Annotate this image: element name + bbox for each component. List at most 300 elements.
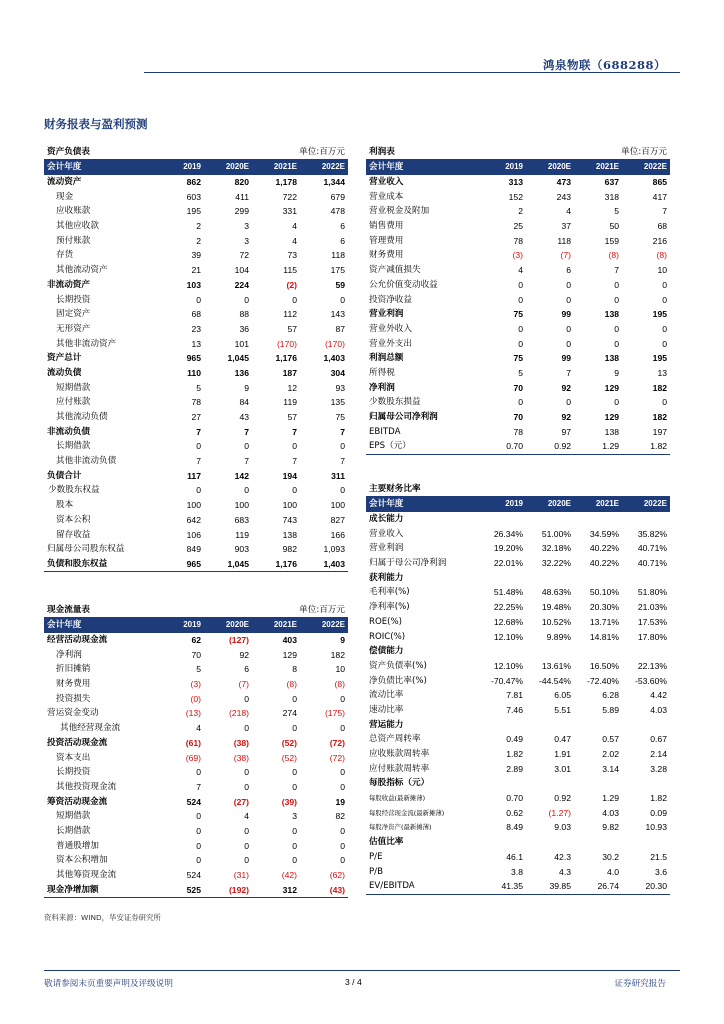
cell-value: 1.29 <box>574 439 622 454</box>
cell-value: 0 <box>614 294 620 305</box>
cell-value: 6.28 <box>602 690 619 701</box>
cell-value: 119 <box>235 529 249 540</box>
row-label: 投资净收益 <box>369 294 412 305</box>
table-row <box>44 736 348 751</box>
table-row <box>366 424 670 439</box>
table-row <box>366 585 670 600</box>
cell-value: 87 <box>335 323 345 334</box>
row-label: 营运资金变动 <box>47 708 99 719</box>
cell-value: 5 <box>614 206 620 217</box>
cell-value: 0 <box>518 397 523 408</box>
cell-value: 75 <box>335 412 345 423</box>
table-row <box>366 659 670 674</box>
table-row <box>366 835 670 850</box>
row-label: 资本公积增加 <box>56 855 108 866</box>
cell-value: 182 <box>652 382 668 393</box>
table-row <box>44 439 348 454</box>
cell-value: 1.82 <box>650 793 667 804</box>
row-label: 营业外收入 <box>369 323 412 334</box>
table-row <box>366 850 670 865</box>
cell-value: (61) <box>185 737 201 748</box>
cell-value: 3 <box>244 235 249 246</box>
table-row <box>44 838 348 853</box>
row-label: 营业利润 <box>369 543 404 554</box>
row-label: 营业收入 <box>369 177 404 188</box>
cell-value: 39 <box>191 250 201 261</box>
cell-value: 0 <box>566 323 572 334</box>
footer-disclaimer: 敬请参阅末页重要声明及评级说明 <box>44 979 173 989</box>
table-row <box>44 468 348 483</box>
cell-value: (8) <box>286 679 297 690</box>
cell-value: 12 <box>287 382 297 393</box>
cell-value: 0 <box>566 338 572 349</box>
cell-value <box>622 570 670 585</box>
cell-value: 4.3 <box>559 866 571 877</box>
cell-value: 68 <box>657 221 668 232</box>
cell-value: 19 <box>335 796 345 807</box>
column-header-label: 会计年度 <box>366 160 478 175</box>
cell-value: 1,176 <box>252 557 300 572</box>
cell-value: 175 <box>330 265 345 276</box>
column-header-year: 2022E <box>622 160 670 175</box>
cell-value: 0 <box>614 338 620 349</box>
cell-value: 37 <box>561 221 572 232</box>
cell-value: 0 <box>662 397 668 408</box>
cell-value: 0 <box>340 294 345 305</box>
cell-value: 26.34% <box>493 528 523 539</box>
cell-value: 10.52% <box>541 616 571 627</box>
row-label: 利润总额 <box>369 353 404 364</box>
table-row <box>366 864 670 879</box>
cell-value: 478 <box>330 206 345 217</box>
cell-value: (170) <box>276 338 297 349</box>
column-header-year: 2022E <box>300 618 348 633</box>
cell-value: 118 <box>557 235 572 246</box>
cell-value: 0 <box>340 767 345 778</box>
row-label: 管理费用 <box>369 235 404 246</box>
cell-value: 40.71% <box>637 558 667 569</box>
cell-value: 2 <box>196 221 201 232</box>
table-row <box>44 765 348 780</box>
cell-value: -72.40% <box>586 675 619 686</box>
cell-value: 40.22% <box>589 558 619 569</box>
cell-value: 27 <box>191 412 201 423</box>
cell-value: 32.22% <box>541 558 571 569</box>
row-label: 净利率(%) <box>369 602 410 613</box>
cell-value: 42.3 <box>554 851 571 862</box>
cell-value: -53.60% <box>634 675 667 686</box>
cell-value: 26.74 <box>574 879 622 894</box>
cell-value: 51.00% <box>541 528 571 539</box>
cell-value: 0 <box>292 294 297 305</box>
cell-value: 1,344 <box>323 177 345 188</box>
cell-value: 313 <box>508 177 523 188</box>
cell-value: 101 <box>234 338 249 349</box>
row-label: EBITDA <box>369 426 401 437</box>
column-header-year: 2021E <box>252 160 300 175</box>
cell-value: 115 <box>283 265 297 276</box>
cell-value <box>526 835 574 850</box>
cell-value: (31) <box>233 870 249 881</box>
cell-value: 3.6 <box>655 866 667 877</box>
cell-value: 100 <box>282 500 297 511</box>
cell-value: 3 <box>244 221 249 232</box>
cell-value: 0.67 <box>650 734 667 745</box>
cell-value: 1,403 <box>323 353 345 364</box>
cell-value: 1,045 <box>227 353 249 364</box>
table-title-row <box>44 145 348 160</box>
table-row <box>366 688 670 703</box>
cell-value: 12.10% <box>493 660 523 671</box>
table-row <box>366 278 670 293</box>
data-source-note: 资料来源：WIND，华安证券研究所 <box>44 913 161 922</box>
cell-value: 112 <box>283 309 297 320</box>
table-row <box>366 512 670 527</box>
cell-value: 39.85 <box>526 879 574 894</box>
row-label: 其他经营现金流 <box>60 723 121 734</box>
cell-value: 0 <box>340 485 345 496</box>
cell-value: 683 <box>234 514 249 525</box>
cell-value: 99 <box>561 353 572 364</box>
cell-value: 103 <box>186 279 201 290</box>
cell-value: 17.80% <box>637 631 667 642</box>
cell-value: 7.46 <box>506 704 523 715</box>
cell-value: 7 <box>292 456 297 467</box>
cell-value: 75 <box>513 353 523 364</box>
table-row <box>366 747 670 762</box>
column-header-year: 2022E <box>300 160 348 175</box>
column-header-label: 会计年度 <box>44 618 156 633</box>
cell-value: 72 <box>239 250 249 261</box>
row-label: ROIC(%) <box>369 631 406 642</box>
cell-value: (42) <box>281 870 297 881</box>
cell-value: 84 <box>239 397 249 408</box>
cell-value: (192) <box>204 882 252 897</box>
cell-value <box>526 776 574 791</box>
table-row <box>44 750 348 765</box>
cell-value: 0 <box>196 441 201 452</box>
cell-value: 603 <box>186 191 201 202</box>
cell-value: 0 <box>340 441 345 452</box>
table-row <box>44 322 348 337</box>
cell-value: 138 <box>282 529 297 540</box>
cell-value: 7 <box>340 456 345 467</box>
row-label: 长期投资 <box>56 294 91 305</box>
cell-value: 75 <box>513 309 523 320</box>
table-row <box>366 204 670 219</box>
table-row <box>366 761 670 776</box>
table-row <box>44 498 348 513</box>
cell-value: 3.8 <box>511 866 523 877</box>
cell-value: 5 <box>196 664 201 675</box>
cell-value: 1.82 <box>622 439 670 454</box>
cell-value: 0 <box>662 279 668 290</box>
column-header-year: 2022E <box>622 497 670 512</box>
row-label: 净利润 <box>56 649 82 660</box>
table-header-row <box>366 497 670 512</box>
row-label: 归属于母公司净利润 <box>369 558 447 569</box>
cell-value: 224 <box>234 279 249 290</box>
cell-value: (1.27) <box>548 807 571 818</box>
table-header-row <box>44 160 348 175</box>
row-label: 股本 <box>56 500 74 511</box>
row-label: 其他非流动负债 <box>56 456 117 467</box>
cell-value: 23 <box>191 323 201 334</box>
row-label: 偿债能力 <box>369 646 404 657</box>
cell-value: 6.05 <box>554 690 571 701</box>
table-row <box>366 219 670 234</box>
cell-value: 10.93 <box>645 822 667 833</box>
cell-value: 70 <box>513 412 523 423</box>
cell-value: 21.5 <box>650 851 667 862</box>
table-row <box>366 263 670 278</box>
cell-value <box>478 717 526 732</box>
cell-value: 0 <box>244 840 249 851</box>
cell-value: 7 <box>196 781 201 792</box>
cell-value <box>478 570 526 585</box>
cell-value <box>622 644 670 659</box>
cell-value: 4 <box>566 206 572 217</box>
cell-value: 3.14 <box>602 763 619 774</box>
row-label: 非流动资产 <box>47 279 90 290</box>
cell-value: 82 <box>335 811 345 822</box>
cell-value: 0 <box>244 441 249 452</box>
row-label: 应付账款周转率 <box>369 763 430 774</box>
cell-value: 0 <box>244 781 249 792</box>
cell-value: 0 <box>196 811 201 822</box>
cell-value: 6 <box>340 221 345 232</box>
cell-value: 0 <box>244 693 249 704</box>
row-label: 总资产周转率 <box>369 734 421 745</box>
row-label: 现金净增加额 <box>44 882 156 897</box>
row-label: 负债和股东权益 <box>44 557 156 572</box>
cell-value: 68 <box>191 309 201 320</box>
table-row <box>44 263 348 278</box>
cell-value: (3) <box>512 250 523 261</box>
cell-value <box>574 570 622 585</box>
table-title: 现金流量表 <box>44 603 252 618</box>
cell-value: 2 <box>518 206 523 217</box>
cell-value: 92 <box>239 649 249 660</box>
cell-value <box>574 835 622 850</box>
cell-value <box>478 776 526 791</box>
table-row <box>44 395 348 410</box>
cell-value: 182 <box>652 412 668 423</box>
table-row <box>366 233 670 248</box>
table-header-row <box>44 618 348 633</box>
cell-value: (62) <box>329 870 345 881</box>
row-label: 公允价值变动收益 <box>369 279 438 290</box>
cell-value: (27) <box>233 796 249 807</box>
cell-value: 3.28 <box>650 763 667 774</box>
cell-value: 22.01% <box>493 558 523 569</box>
cell-value: 982 <box>282 544 297 555</box>
column-header-year: 2021E <box>252 618 300 633</box>
cell-value: 5 <box>196 382 201 393</box>
row-label: 其他应收款 <box>56 221 99 232</box>
cell-value: 849 <box>186 544 201 555</box>
row-label: 财务费用 <box>369 250 404 261</box>
table-row <box>366 526 670 541</box>
cell-value: 0.57 <box>602 734 619 745</box>
page-number: 3 / 4 <box>345 977 362 987</box>
table-row <box>366 570 670 585</box>
cell-value: 3 <box>292 811 297 822</box>
cell-value: 0 <box>292 767 297 778</box>
unit-label: 单位:百万元 <box>252 145 348 160</box>
row-label: 现金 <box>56 191 74 202</box>
row-label: 估值比率 <box>369 837 404 848</box>
cell-value: 0 <box>244 767 249 778</box>
footer-report-type: 证券研究报告 <box>614 979 666 989</box>
cell-value: 0 <box>340 825 345 836</box>
cell-value: 19.48% <box>541 602 571 613</box>
table-row <box>44 706 348 721</box>
table-row <box>44 824 348 839</box>
row-label: 营业外支出 <box>369 338 412 349</box>
table-row <box>44 633 348 648</box>
row-label: 预付账款 <box>56 235 91 246</box>
cell-value: 0 <box>340 781 345 792</box>
cell-value: 43 <box>239 412 249 423</box>
cell-value: 965 <box>186 353 201 364</box>
cell-value: 129 <box>282 649 297 660</box>
table-row <box>44 483 348 498</box>
table-row <box>44 175 348 190</box>
cell-value: 166 <box>330 529 345 540</box>
cell-value: 7 <box>566 367 572 378</box>
column-header-year: 2020E <box>526 497 574 512</box>
table-row <box>44 366 348 381</box>
cell-value: 92 <box>561 412 572 423</box>
cell-value: (72) <box>329 752 345 763</box>
column-header-year: 2019 <box>478 497 526 512</box>
cell-value <box>478 644 526 659</box>
cell-value: 51.80% <box>637 587 667 598</box>
row-label: EV/EBITDA <box>366 879 478 894</box>
cell-value: (7) <box>560 250 572 261</box>
cash-flow-table <box>44 603 348 898</box>
table-row <box>44 662 348 677</box>
cell-value <box>574 776 622 791</box>
cell-value <box>526 717 574 732</box>
cell-value: 312 <box>252 882 300 897</box>
cell-value: 0 <box>292 855 297 866</box>
cell-value <box>526 570 574 585</box>
cell-value: 722 <box>282 191 297 202</box>
cell-value: 2.02 <box>602 749 619 760</box>
table-row <box>44 557 348 572</box>
cell-value: 7 <box>614 265 620 276</box>
cell-value: 331 <box>282 206 297 217</box>
cell-value: 138 <box>604 426 620 437</box>
table-row <box>44 853 348 868</box>
income-statement-table <box>366 145 670 455</box>
cell-value: (52) <box>281 737 297 748</box>
row-label: 资本公积 <box>56 514 91 525</box>
cell-value: (8) <box>334 679 345 690</box>
cell-value: 216 <box>652 235 668 246</box>
row-label: 营业利润 <box>369 309 404 320</box>
cell-value: 70 <box>191 649 201 660</box>
cell-value: 1,045 <box>204 557 252 572</box>
table-row <box>44 868 348 883</box>
row-label: 营运能力 <box>369 719 404 730</box>
cell-value: 473 <box>556 177 572 188</box>
table-row <box>366 703 670 718</box>
cell-value: 4 <box>518 265 523 276</box>
table-row <box>366 292 670 307</box>
row-label: 长期借款 <box>56 441 91 452</box>
cell-value: 7 <box>244 456 249 467</box>
cell-value: 104 <box>234 265 249 276</box>
cell-value: 7 <box>196 456 201 467</box>
cell-value: 22.25% <box>493 602 523 613</box>
cell-value: 4 <box>292 221 297 232</box>
table-row <box>44 380 348 395</box>
cell-value: 403 <box>282 635 297 646</box>
table-row <box>44 780 348 795</box>
cell-value: 99 <box>561 309 572 320</box>
cell-value: 318 <box>604 191 620 202</box>
cell-value <box>526 512 574 527</box>
cell-value: (2) <box>286 279 297 290</box>
cell-value: 4.03 <box>650 704 667 715</box>
cell-value: 4.0 <box>607 866 619 877</box>
table-row <box>44 248 348 263</box>
cell-value: 8 <box>292 664 297 675</box>
section-title: 财务报表与盈利预测 <box>44 117 148 131</box>
cell-value: 304 <box>330 367 345 378</box>
cell-value: 22.13% <box>637 660 667 671</box>
cell-value: 0 <box>244 855 249 866</box>
row-label: 少数股东损益 <box>369 397 421 408</box>
cell-value: 13.71% <box>589 616 619 627</box>
cell-value: (43) <box>300 882 348 897</box>
cell-value: 4 <box>292 235 297 246</box>
row-label: 资产减值损失 <box>369 265 421 276</box>
row-label: 其他流动负债 <box>56 412 108 423</box>
table-row <box>366 366 670 381</box>
cell-value: 21 <box>191 265 201 276</box>
cell-value: 78 <box>191 397 201 408</box>
row-label: 长期借款 <box>56 825 91 836</box>
cell-value <box>478 835 526 850</box>
cell-value: 0 <box>244 723 249 734</box>
cell-value: 0 <box>340 693 345 704</box>
cell-value: 0 <box>196 840 201 851</box>
cell-value <box>574 644 622 659</box>
cell-value: 0 <box>292 825 297 836</box>
row-label: 资产负债率(%) <box>369 660 427 671</box>
cell-value: 7 <box>292 426 297 437</box>
cell-value: 41.35 <box>478 879 526 894</box>
cell-value: 17.53% <box>637 616 667 627</box>
row-label: 长期投资 <box>56 767 91 778</box>
table-row <box>366 776 670 791</box>
cell-value: 0 <box>196 767 201 778</box>
row-label: ROE(%) <box>369 616 403 627</box>
table-row <box>366 820 670 835</box>
table-row <box>44 204 348 219</box>
cell-value: 0 <box>292 441 297 452</box>
row-label: EPS（元） <box>366 439 478 454</box>
cell-value: 32.18% <box>541 543 571 554</box>
cell-value: 5.51 <box>554 704 571 715</box>
cell-value: 743 <box>282 514 297 525</box>
cell-value <box>526 644 574 659</box>
cell-value: 862 <box>186 177 201 188</box>
